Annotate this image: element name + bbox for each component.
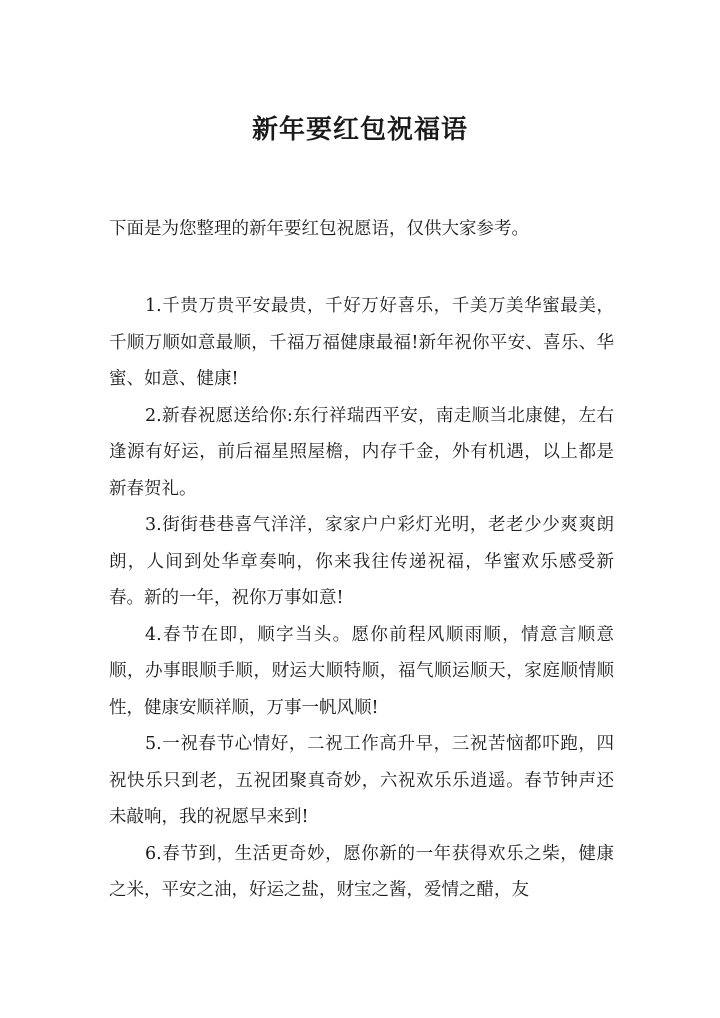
intro-paragraph: 下面是为您整理的新年要红包祝愿语，仅供大家参考。: [109, 219, 529, 239]
blessing-item: 3.街街巷巷喜气洋洋，家家户户彩灯光明，老老少少爽爽朗朗，人间到处华章奏响，你来我往传递祝福，华蜜欢乐感受新春。新的一年，祝你万事如意!: [109, 515, 614, 608]
blessing-item: 2.新春祝愿送给你:东行祥瑞西平安，南走顺当北康健，左右逢源有好运，前后福星照屋檐，内存千金，外有机遇，以上都是新春贺礼。: [109, 405, 614, 499]
document-title: 新年要红包祝福语: [251, 115, 468, 145]
blessing-item: 6.春节到，生活更奇妙，愿你新的一年获得欢乐之柴，健康之米，平安之油，好运之盐，财宝之酱，爱情之醋，友: [109, 843, 614, 900]
blessing-item: 1.千贵万贵平安最贵，千好万好喜乐，千美万美华蜜最美，千顺万顺如意最顺，千福万福健康最福!新年祝你平安、喜乐、华蜜、如意、健康!: [109, 296, 614, 389]
blessing-list: [109, 288, 614, 909]
blessing-item: 5.一祝春节心情好，二祝工作高升早，三祝苦恼都吓跑，四祝快乐只到老，五祝团聚真奇妙，六祝欢乐乐逍遥。春节钟声还未敲响，我的祝愿早来到!: [109, 734, 614, 827]
blessing-item: 4.春节在即，顺字当头。愿你前程风顺雨顺，情意言顺意顺，办事眼顺手顺，财运大顺特顺，福气顺运顺天，家庭顺情顺性，健康安顺祥顺，万事一帆风顺!: [109, 624, 614, 718]
